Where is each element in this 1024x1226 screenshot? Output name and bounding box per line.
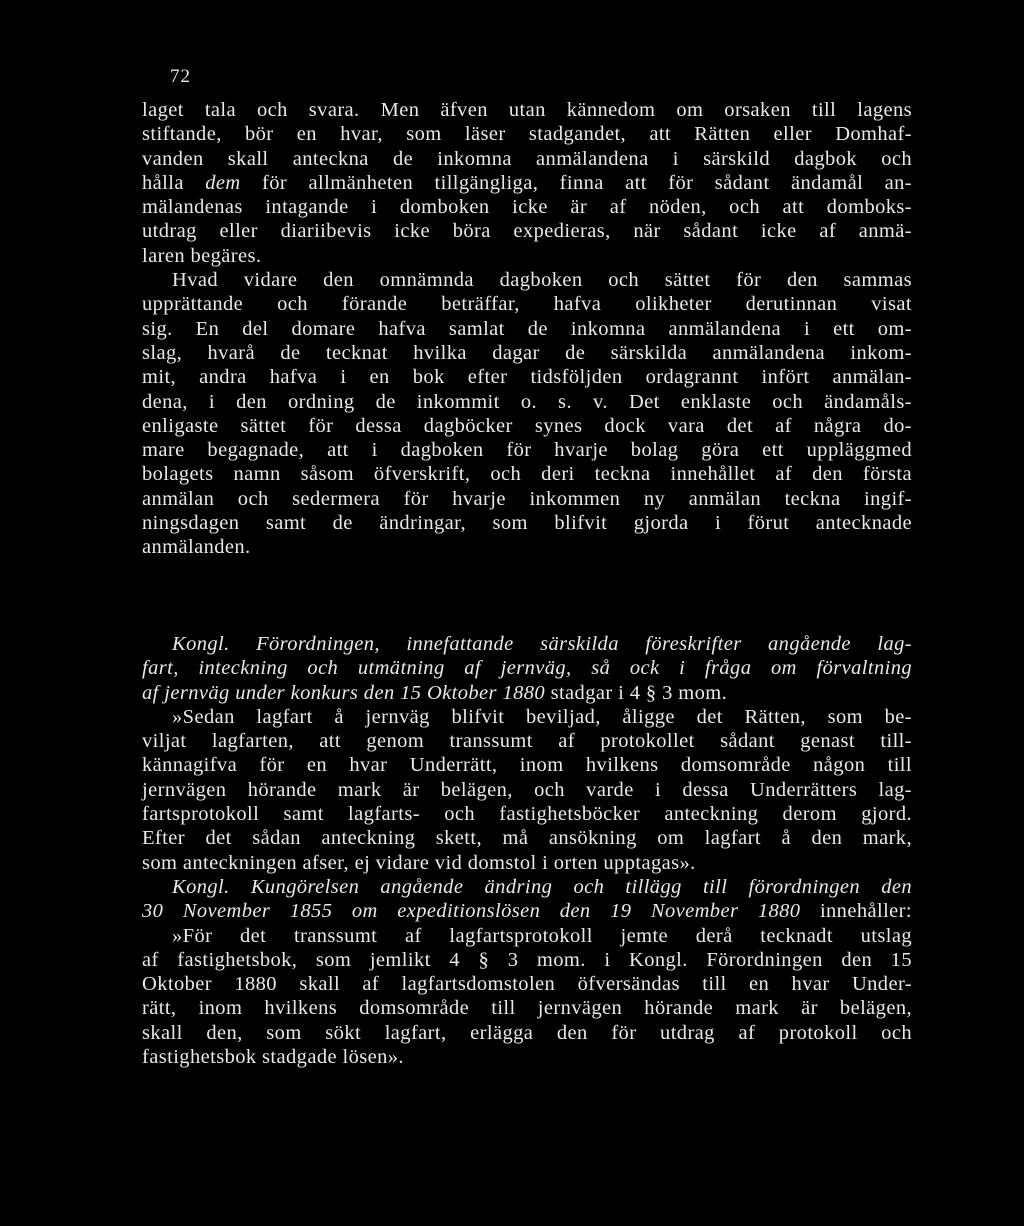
text-line: anmälan och sedermera för hvarje inkommen ny anmälan teckna ingif- [142,487,912,510]
text-line: ningsdagen samt de ändringar, som blifvit gjorda i förut antecknade [142,512,912,535]
text-line: mare begagnade, att i dagboken för hvarje bolag göra ett uppläggmed [142,439,912,462]
text-line: fartsprotokoll samt lagfarts- och fastighetsböcker anteckning derom gjord. [142,803,912,826]
text-line [142,632,912,656]
text-line: Oktober 1880 skall af lagfartsdomstolen öfversändas till en hvar Under- [142,973,912,996]
text-line [142,875,912,899]
text-line [142,899,912,923]
text-line [142,656,912,680]
text-line: utdrag eller diariibevis icke böra expedieras, när sådant icke af anmä- [142,220,912,243]
text-line: mälandenas intagande i domboken icke är af nöden, och att domboks- [142,196,912,219]
paragraph-1 [142,98,912,268]
text-line: af fastighetsbok, som jemlikt 4 § 3 mom. i Kongl. Förordningen den 15 [142,948,912,971]
text-line: Hvad vidare den omnämnda dagboken och sättet för den sammas [172,269,912,292]
text-line: skall den, som sökt lagfart, erlägga den för utdrag af protokoll och [142,1021,912,1044]
text-line: bolagets namn såsom öfverskrift, och deri teckna innehållet af den första [142,463,912,486]
text-line: enligaste sättet för dessa dagböcker synes dock vara det af några do- [142,414,912,437]
text-segment: för allmänheten tillgängliga, finna att för sådant ändamål an- [240,171,912,194]
text-line: Efter det sådan anteckning skett, må ansökning om lagfart å den mark, [142,827,912,850]
quoted-statutes-block [142,632,912,1069]
text-line: sig. En del domare hafva samlat de inkomna anmälandena i ett om- [142,317,912,340]
text-line [142,171,912,195]
italic-text: Kongl. Förordningen, innefattande särskilda föreskrifter angående lag- [172,633,912,655]
text-segment: stadgar i 4 § 3 mom. [545,681,728,704]
text-line: kännagifva för en hvar Underrätt, inom hvilkens domsområde någon till [142,754,912,777]
text-line: slag, hvarå de tecknat hvilka dagar de särskilda anmälandena inkom- [142,341,912,364]
italic-text: fart, inteckning och utmätning af jernväg, så ock i fråga om förvaltning [142,657,912,680]
text-line: »Sedan lagfart å jernväg blifvit beviljad, åligge det Rätten, som be- [172,705,912,728]
paragraph-2 [142,268,912,560]
text-line: jernvägen hörande mark är belägen, och varde i dessa Underrätters lag- [142,778,912,801]
main-text-block [142,98,912,560]
document-page [142,0,912,1226]
text-line: som anteckningen afser, ej vidare vid domstol i orten upptagas». [142,851,696,874]
text-line: »För det transsumt af lagfartsprotokoll jemte derå tecknadt utslag [172,924,912,947]
text-line: mit, andra hafva i en bok efter tidsföljden ordagrannt infört anmälan- [142,366,912,389]
paragraph-4 [142,875,912,1069]
italic-text: 30 November 1855 om expeditionslösen den 19 November 1880 [142,900,801,923]
text-line: fastighetsbok stadgade lösen». [142,1046,404,1069]
text-line: laren begäres. [142,244,262,267]
text-line: upprättande och förande beträffar, hafva olikheter derutinnan visat [142,293,912,316]
text-line: laget tala och svara. Men äfven utan kännedom om orsaken till lagens [142,99,912,121]
text-line: vanden skall anteckna de inkomna anmälandena i särskild dagbok och [142,147,912,170]
text-line: stiftande, bör en hvar, som läser stadgandet, att Rätten eller Domhaf- [142,123,912,146]
page-number: 72 [170,66,191,87]
text-line [142,681,912,705]
text-segment: innehåller: [800,900,912,923]
italic-word: dem [205,171,241,194]
text-line: rätt, inom hvilkens domsområde till jernvägen hörande mark är belägen, [142,997,912,1020]
text-line: anmälanden. [142,536,251,559]
italic-text: Kongl. Kungörelsen angående ändring och tillägg till förordningen den [172,875,912,898]
text-line: viljat lagfarten, att genom transsumt af protokollet sådant genast till- [142,730,912,753]
italic-text: af jernväg under konkurs den 15 Oktober 1880 [142,681,546,704]
text-line: dena, i den ordning de inkommit o. s. v. Det enklaste och ändamåls- [142,390,912,413]
text-segment: hålla [142,171,206,194]
paragraph-3 [142,632,912,875]
